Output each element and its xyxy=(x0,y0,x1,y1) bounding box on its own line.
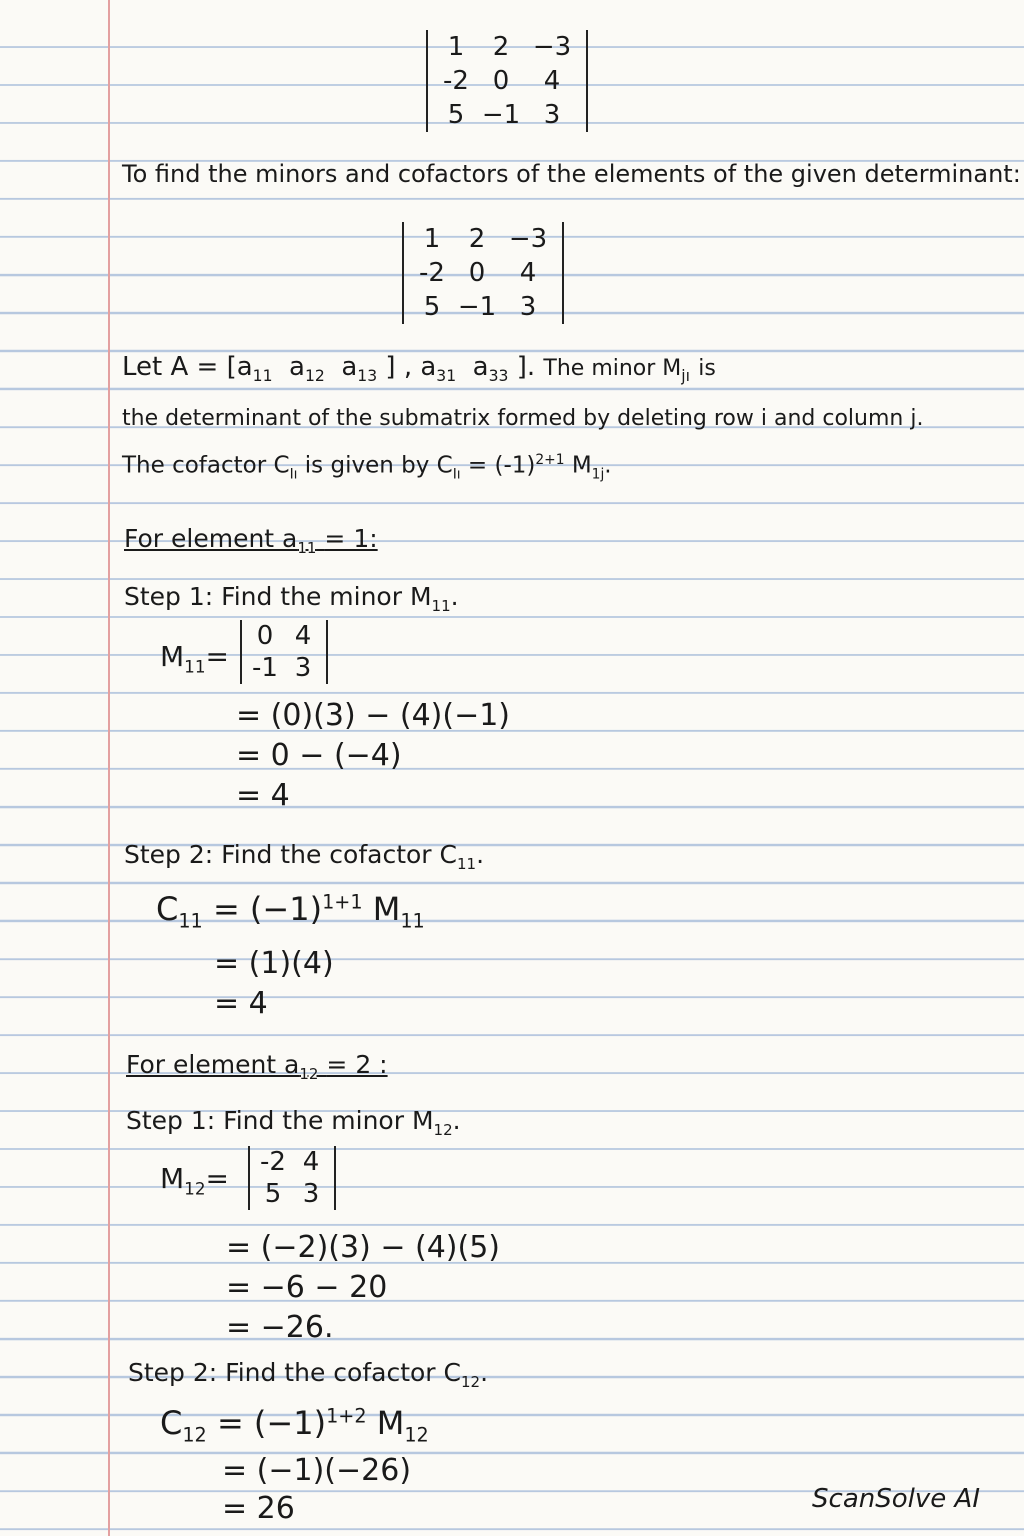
minor-label-a11: $M_{11}=$ xyxy=(160,640,229,677)
step1-a11: Step 1: Find the minor $M_{11}$. xyxy=(124,582,459,615)
matrix-cell: 4 xyxy=(302,1147,320,1177)
matrix-cell: 0 xyxy=(256,621,274,651)
matrix-cell: -1 xyxy=(252,653,278,683)
cofactor-formula-a12: $C_{12} = (-1)^{1+2}$ $M_{12}$ xyxy=(160,1404,429,1447)
matrix-cell: 2 xyxy=(492,32,510,62)
given-determinant xyxy=(402,222,564,324)
matrix-cell: -2 xyxy=(260,1147,286,1177)
matrix-cell: −1 xyxy=(457,292,497,322)
step2-a11: Step 2: Find the cofactor $C_{11}$. xyxy=(124,840,485,873)
intro-text: To find the minors and cofactors of the elements of the given determinant: xyxy=(122,160,1021,188)
cofactor-calc-a11: = (1)(4) = 4 xyxy=(214,946,334,1021)
matrix-cell: 5 xyxy=(447,100,465,130)
top-determinant xyxy=(426,30,588,132)
matrix-cell: 4 xyxy=(294,621,312,651)
matrix-cell: -2 xyxy=(419,258,445,288)
matrix-cell: -2 xyxy=(443,66,469,96)
matrix-cell: 1 xyxy=(423,224,441,254)
step2-a12: Step 2: Find the cofactor $C_{12}$. xyxy=(128,1358,489,1391)
matrix-cell: −1 xyxy=(481,100,521,130)
matrix-cell: 4 xyxy=(519,258,537,288)
matrix-cell: 2 xyxy=(468,224,486,254)
matrix-cell: 3 xyxy=(543,100,561,130)
matrix-cell: 1 xyxy=(447,32,465,62)
heading-element-a12: For element $a_{12} = 2$ : xyxy=(126,1050,388,1083)
minor-matrix-a11 xyxy=(240,620,328,684)
matrix-cell: −3 xyxy=(532,32,572,62)
margin-line xyxy=(108,0,110,1536)
minor-label-a12: $M_{12}=$ xyxy=(160,1162,229,1199)
definition-line-3: The cofactor $C_{Iı}$ is given by $C_{Iı} = (-1)^{2+1}$ $M_{1j}$. xyxy=(122,452,612,483)
minor-matrix-a12 xyxy=(248,1146,336,1210)
minor-calc-a11: = (0)(3) − (4)(−1) = 0 − (−4) = 4 xyxy=(236,698,510,813)
matrix-cell: −3 xyxy=(508,224,548,254)
definition-line-2: the determinant of the submatrix formed by deleting row i and column j. xyxy=(122,406,924,431)
step1-a12: Step 1: Find the minor $M_{12}$. xyxy=(126,1106,461,1139)
matrix-cell: 5 xyxy=(423,292,441,322)
minor-calc-a12: = (−2)(3) − (4)(5) = −6 − 20 = −26. xyxy=(226,1230,500,1345)
matrix-cell: 0 xyxy=(492,66,510,96)
matrix-cell: 3 xyxy=(519,292,537,322)
heading-element-a11: For element $a_{11} = 1$: xyxy=(124,524,378,557)
cofactor-calc-a12: = (−1)(−26) = 26 xyxy=(222,1453,412,1526)
watermark-signature: ScanSolve AI xyxy=(812,1484,980,1514)
definition-line-1: Let $A = [a_{11}$ $a_{12}$ $a_{13}$ ] , $a_{31}$ $a_{33}$ ]. The minor $M_{jı}$ is xyxy=(122,352,716,386)
cofactor-formula-a11: $C_{11} = (-1)^{1+1}$ $M_{11}$ xyxy=(156,890,425,933)
matrix-cell: 3 xyxy=(294,653,312,683)
matrix-cell: 3 xyxy=(302,1179,320,1209)
matrix-cell: 4 xyxy=(543,66,561,96)
matrix-cell: 5 xyxy=(264,1179,282,1209)
matrix-cell: 0 xyxy=(468,258,486,288)
